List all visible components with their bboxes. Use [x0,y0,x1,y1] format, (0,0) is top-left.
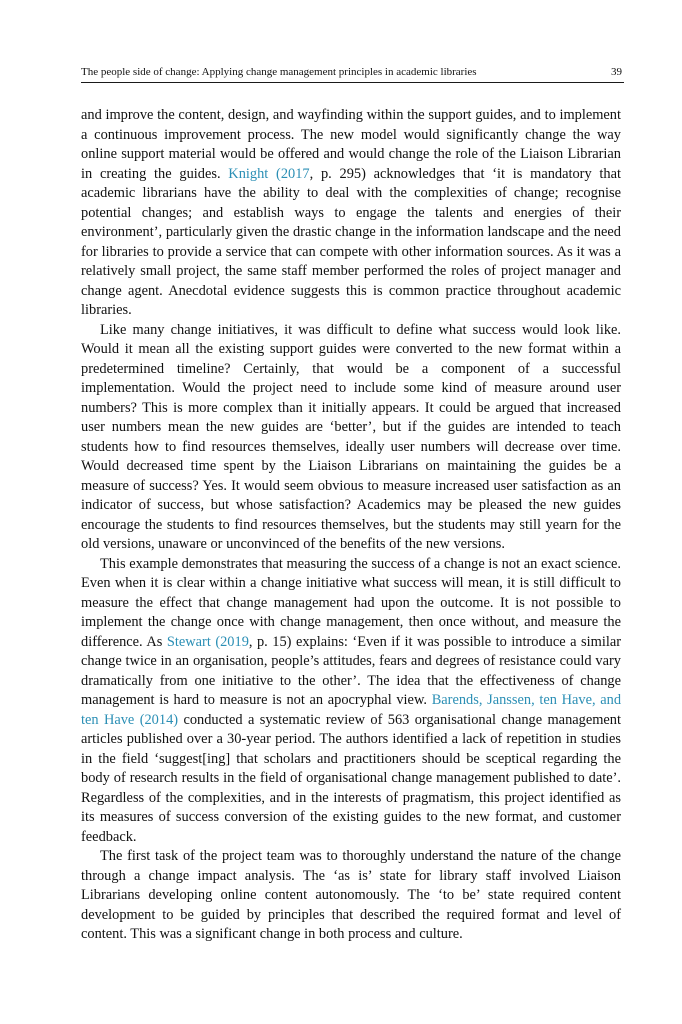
body-text [81,106,621,945]
running-title: The people side of change: Applying change management principles in academic libraries [81,66,477,78]
paragraph-text: , p. 15) explains: ‘Even if it was possible to introduce a similar change twice in an organisation, people’s attitudes, fears and degrees of resistance could vary dramatically from one initiative to the other’. The idea that the effectiveness of change management is hard to measure is not an apocryphal view. [81,633,621,708]
paragraph-1 [81,106,621,321]
page-number: 39 [611,66,622,78]
paragraph-4 [81,847,621,945]
paragraph-text: conducted a systematic review of 563 organisational change management articles published over a 30-year period. The authors identified a lack of repetition in studies in the field ‘suggest[ing] that scholars and practitioners should be sceptical regarding the body of research results in the field of organisational change management published to date’. Regardless of the complexities, and in the interests of pragmatism, this project identified as its measures of success conversion of the existing guides to the new format, and customer feedback. [81,711,622,845]
paragraph-text: The first task of the project team was to thoroughly understand the nature of the change through a change impact analysis. The ‘as is’ state for library staff involved Liaison Librarians developing online content autonomously. The ‘to be’ state required content development to be guided by principles that described the required format and level of content. This was a significant change in both process and culture. [81,848,621,942]
paragraph-text: Like many change initiatives, it was difficult to define what success would look like. Would it mean all the existing support guides were converted to the new format within a predetermined timeline? Certainly, that would be a component of a successful implementation. Would the project need to include some kind of measure around user numbers? This is more complex than it initially appears. It could be argued that increased user numbers mean the new guides are ‘better’, but if the guides are intended to teach students how to find resources themselves, ideally user numbers will decrease over time. Would decreased time spent by the Liaison Librarians on maintaining the guides be a measure of success? Yes. It would seem obvious to measure increased user satisfaction as an indicator of success, but whose satisfaction? Academics may be pleased the new guides encourage the students to find resources themselves, but the students may still yearn for the old versions, unaware or unconvinced of the benefits of the new versions. [81,321,621,552]
paragraph-text: This example demonstrates that measuring the success of a change is not an exact science. Even when it is clear within a change initiative what success will mean, it is still difficult to measure the effect that change management had upon the outcome. It is not possible to implement the change once with change management, then once without, and measure the difference. As [81,555,621,650]
citation-link-barends-2014[interactable]: Barends, Janssen, ten Have, and ten Have (2014) [81,692,622,728]
citation-link-stewart-2019[interactable]: Stewart (2019 [166,633,249,650]
running-header [81,62,624,83]
paragraph-text: , p. 295) acknowledges that ‘it is mandatory that academic librarians have the ability to deal with the complexities of change; recognise potential changes; and establish ways to engage the talents and energies of their environment’, particularly given the drastic change in the information landscape and the need for libraries to provide a service that can compete with other information sources. As it was a relatively small project, the same staff member performed the roles of project manager and change agent. Anecdotal evidence suggests this is common practice throughout academic libraries. [81,165,621,318]
paragraph-3 [81,555,621,848]
citation-link-knight-2017[interactable]: Knight (2017 [228,165,310,182]
paragraph-2 [81,321,621,555]
paragraph-text: and improve the content, design, and wayfinding within the support guides, and to implement a continuous improvement process. The new model would significantly change the way online support material would be offered and would change the role of the Liaison Librarian in creating the guides. [81,107,621,182]
